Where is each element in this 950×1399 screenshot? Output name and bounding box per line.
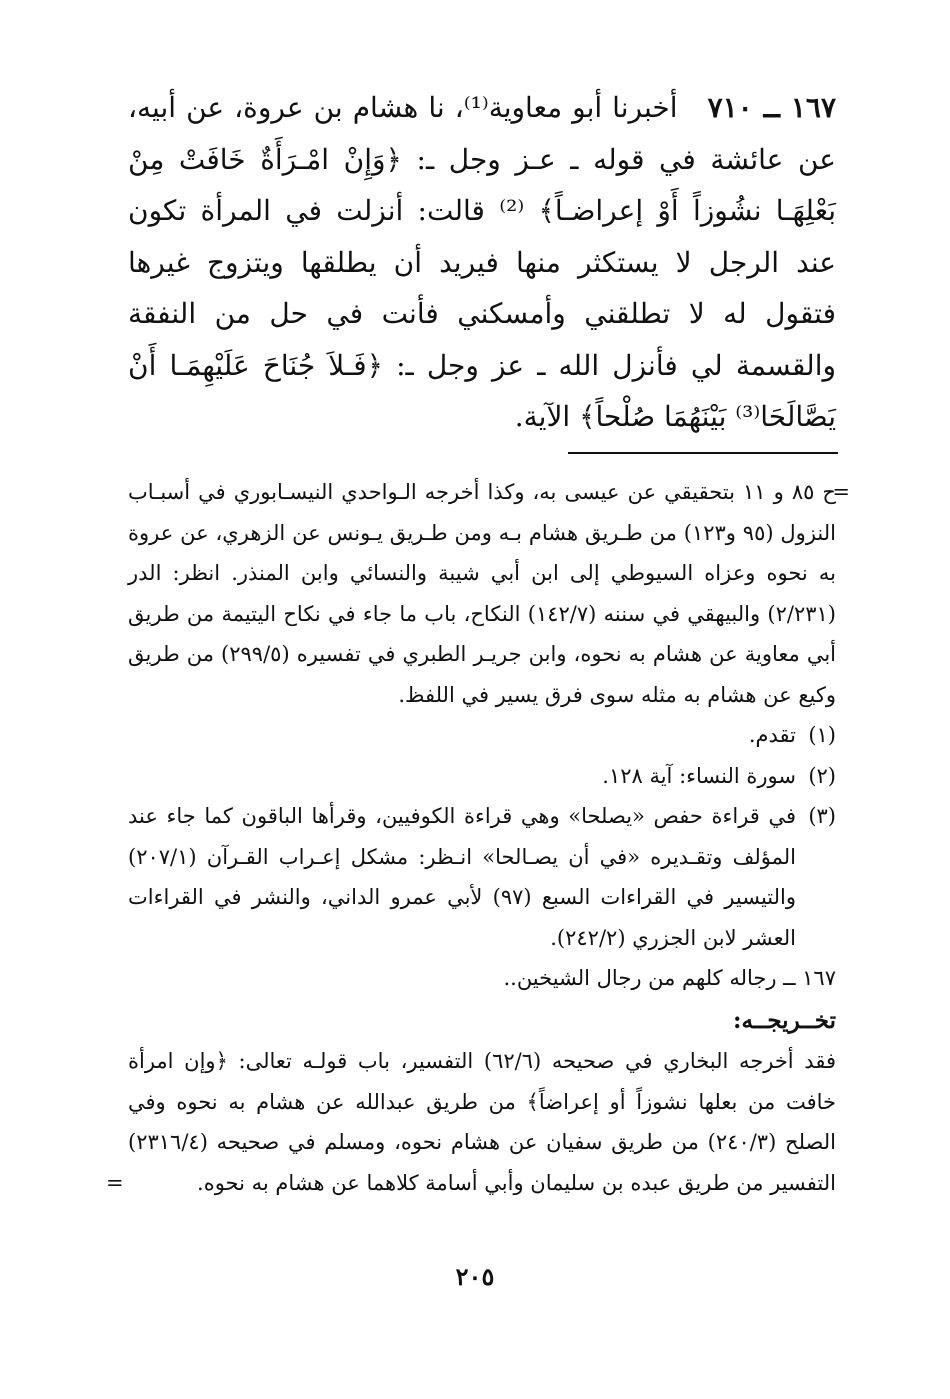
rijal-note: ١٦٧ ــ رجاله كلهم من رجال الشيخين.. [503, 966, 836, 990]
footnote-text: سورة النساء: آية ١٢٨. [602, 763, 796, 788]
footnote-2 [128, 756, 836, 797]
hadith-number: ١٦٧ ــ ٧١٠ [707, 91, 837, 124]
end-marker: = [106, 1170, 124, 1195]
continuation-text: ح ٨٥ و ١١ بتحقيقي عن عيسى به، وكذا أخرجه الـواحدي النيسـابوري في أسبـاب النزول (٩٥ و١٢٣) من طـريق هشام بـه ومن طـريق يـونس عن الزهري، عن عروة به نحوه وعزاه السيوطي إلى ابن أبي شيبة والنسائي وابن المنذر. انظر: الدر (٢/٢٣١) والبيهقي في سننه (١٤٢/٧) النكاح، باب ما جاء في نكاح اليتيمة من طريق أبي معاوية عن هشام به نحوه، وابن جريـر الطبري في تفسيره (٢٩٩/٥) من طريق وكيع عن هشام به مثله سوى فرق يسير في اللفظ. [128, 480, 837, 707]
continuation-marker: = [832, 480, 850, 504]
takhrij-heading: تخــريجــه: [733, 1006, 836, 1034]
footnote-divider [568, 452, 838, 454]
takhrij-block [106, 1041, 837, 1203]
footnote-marker: (٣) [808, 804, 836, 828]
footnotes [106, 472, 850, 1203]
takhrij-text: فقد أخرجه البخاري في صحيحه (٦٢/٦) التفسير، باب قولـه تعالى: ﴿وإن امرأة خافت من بعلها نشوزاً أو إعراضاً﴾ من طريق عبدالله عن هشام به نحوه وفي الصلح (٢٤٠/٣) من طريق سفيان عن هشام نحوه، ومسلم في صحيحه (٢٣١٦/٤) التفسير من طريق عبده بن سليمان وأبي أسامة كلاهما عن هشام به نحوه. [128, 1049, 837, 1195]
footnote-3 [128, 796, 836, 958]
page-number: ٢٠٥ [455, 1262, 495, 1291]
footnote-1 [128, 715, 836, 756]
footnote-text: في قراءة حفص «يصلحا» وهي قراءة الكوفيين، وقرأها الباقون كما جاء عند المؤلف وتقـديره «في أن يصـالحا» انـظر: مشكل إعـراب القـرآن (٢٠٧/١) والتيسير في القراءات السبع (٩٧) لأبي عمرو الداني، والنشر في القراءات العشر لابن الجزري (٢٤٢/٢). [128, 804, 796, 950]
hadith-text: أخبرنا أبو معاوية⁽¹⁾، نا هشام بن عروة، عن أبيه، عن عائشة في قوله ـ عـز وجل ـ: ﴿وَإِنْ امْـرَأَةٌ خَافَتْ مِنْ بَعْلِهَـا نشُوزاً أَوْ إعراضـاً﴾ ⁽²⁾ قالت: أنزلت في المرأة تكون عند الرجل لا يستكثر منها فيريد أن يطلقها ويتزوج غيرها فتقول له لا تطلقني وأمسكني فأنت في حل من النفقة والقسمة لي فأنزل الله ـ عز وجل ـ: ﴿فَـلاَ جُنَاحَ عَلَيْهِمَـا أَنْ يَصَّالَحَا⁽³⁾ بَيْنَهُمَا صُلْحاً﴾ الآية. [128, 91, 836, 433]
footnote-marker: (٢) [808, 763, 836, 788]
footnote-text: تقدم. [748, 723, 796, 747]
hadith-paragraph [128, 82, 836, 443]
footnote-continuation [128, 472, 850, 715]
hadith-block [128, 82, 836, 443]
footnote-marker: (١) [808, 723, 836, 747]
